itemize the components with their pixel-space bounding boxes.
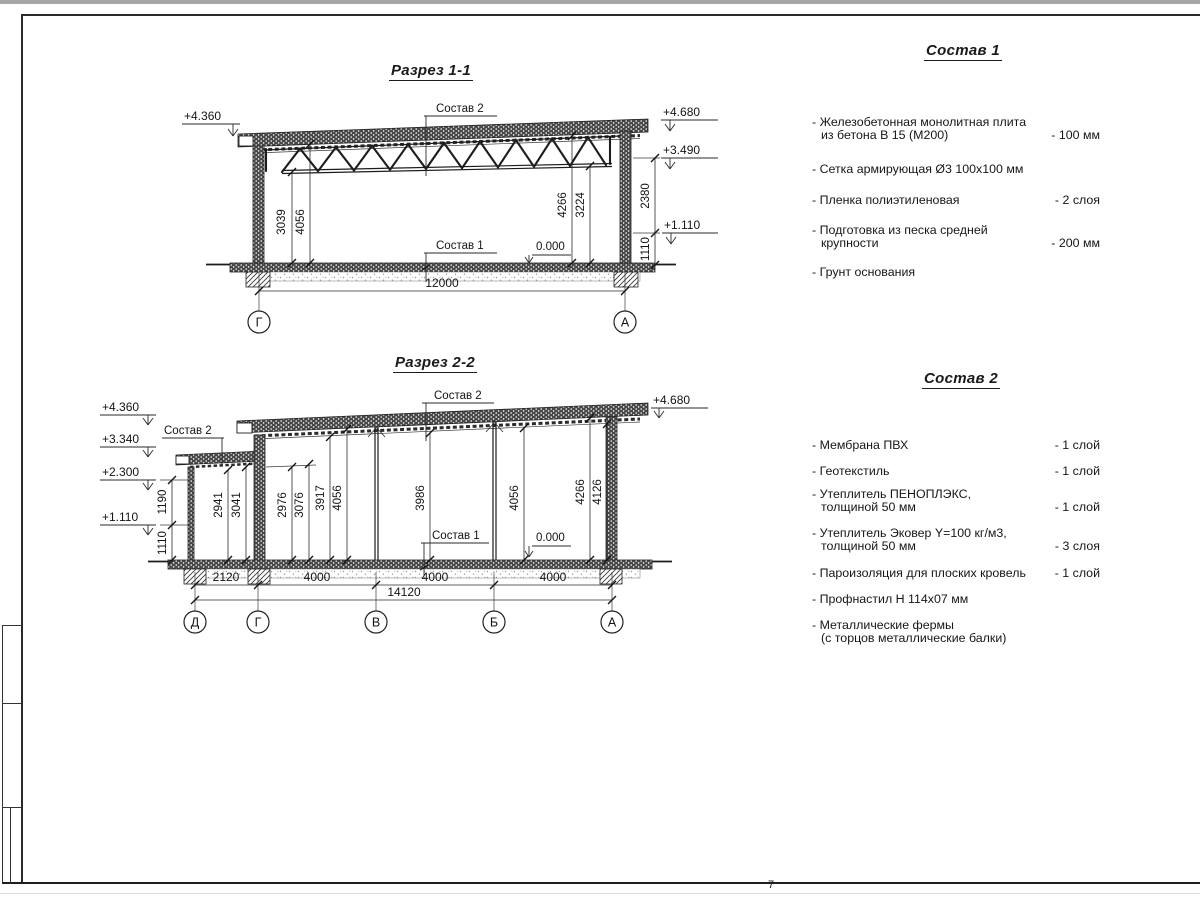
right-dimension-chain: [633, 154, 660, 269]
dim-label: 4126: [592, 479, 604, 505]
footing-right: [614, 272, 638, 287]
list-item: [812, 593, 1100, 606]
material-name: - Профнастил Н 114х07 мм: [812, 592, 969, 606]
material-name: - Подготовка из песка средней: [812, 223, 988, 237]
material-name-cont: (с торцов металлические балки): [821, 631, 1007, 646]
dim-label: 2120: [212, 570, 240, 584]
elevation-label: +1.110: [102, 510, 139, 524]
material-value: - 2 слоя: [1054, 193, 1100, 207]
material-name: - Железобетонная монолитная плита: [812, 115, 1027, 129]
dim-label: 3986: [415, 485, 427, 511]
material-value: - 200 мм: [1051, 236, 1100, 251]
material-value: - 1 слой: [1054, 566, 1100, 580]
wall-axis-g: [254, 435, 265, 562]
section1-title: Разрез 1-1: [391, 62, 472, 79]
wall-annex-left: [188, 467, 194, 562]
margin-box-line: [10, 807, 11, 883]
elevation-label: +3.340: [102, 432, 140, 446]
axis-markers: [184, 611, 623, 633]
list-item: [812, 439, 1100, 452]
material-value: - 100 мм: [1051, 128, 1100, 143]
material-value: - 1 слой: [1054, 438, 1100, 452]
footing-left: [246, 272, 270, 287]
dim-label: 4266: [557, 192, 569, 218]
material-value: - 3 слоя: [1054, 539, 1100, 554]
axis-letter: Б: [489, 615, 499, 630]
dim-label: 3224: [575, 192, 587, 218]
total-dim-label: 14120: [387, 585, 421, 599]
material-name-cont: толщиной 50 мм: [821, 539, 916, 554]
margin-box-divider: [2, 807, 22, 808]
dim-label: 2380: [640, 183, 652, 209]
dim-label: 2976: [277, 492, 289, 518]
frame-border-top: [21, 14, 1200, 16]
section-1-1-drawing: [80, 55, 730, 355]
section2-title: Разрез 2-2: [395, 354, 476, 371]
dim-label: 4000: [303, 570, 331, 584]
material-name: - Пленка полиэтиленовая: [812, 193, 960, 207]
list-item: [812, 266, 1100, 279]
sostav2-list: [812, 430, 1100, 660]
dim-label: 4266: [575, 479, 587, 505]
section-2-2-drawing: [80, 350, 740, 650]
elevation-label: +4.680: [663, 105, 701, 119]
material-name: - Утеплитель Эковер Y=100 кг/м3,: [812, 526, 1007, 540]
wall-axis-a: [606, 417, 617, 562]
axis-letter: А: [607, 615, 617, 630]
dim-label: 1110: [157, 531, 169, 555]
dim-label: 4000: [421, 570, 449, 584]
margin-box-divider: [2, 703, 22, 704]
dim-label: 3917: [315, 485, 327, 511]
material-name: - Геотекстиль: [812, 464, 890, 478]
material-name: - Грунт основания: [812, 265, 916, 279]
roof-edge-beam-annex: [176, 456, 189, 464]
axis-markers: [248, 311, 636, 333]
frame-border-bottom: [2, 882, 1200, 884]
left-dimension-chain: [157, 476, 190, 564]
footing-g: [248, 569, 270, 584]
roof-edge-beam: [237, 423, 252, 433]
sheet-number: 7: [768, 879, 775, 891]
dim-label: 4056: [509, 485, 521, 511]
elevation-label: +4.360: [184, 109, 222, 123]
dim-label: 4056: [295, 209, 307, 235]
material-name-cont: из бетона В 15 (М200): [821, 128, 949, 143]
sostav2-title: Состав 2: [924, 370, 998, 387]
scan-edge-bottom: [0, 893, 1200, 894]
sostav2-label-main: Состав 2: [434, 390, 482, 402]
dim-label: 3039: [276, 209, 288, 235]
floor-slab: [230, 263, 655, 272]
span-dim-label: 12000: [425, 276, 459, 290]
sostav2-label: Состав 2: [436, 103, 484, 115]
list-item: [812, 163, 1100, 176]
margin-box-line: [2, 625, 3, 883]
scan-edge-top: [0, 0, 1200, 4]
dim-label: 2941: [213, 492, 225, 518]
elevation-label: +3.490: [663, 143, 701, 157]
dim-label: 1110: [640, 237, 652, 261]
list-item: [812, 488, 1100, 515]
frame-border-left: [21, 14, 23, 883]
material-name: - Пароизоляция для плоских кровель: [812, 566, 1026, 580]
axis-letter: Д: [190, 615, 200, 630]
axis-letter: Г: [255, 315, 263, 330]
wall-right: [620, 131, 631, 265]
sostav1-list: [812, 105, 1100, 295]
floor-slab: [168, 560, 652, 569]
zero-level-label: 0.000: [536, 532, 565, 544]
footing-a: [600, 569, 622, 584]
material-name-cont: толщиной 50 мм: [821, 500, 916, 515]
material-name: - Металлические фермы: [812, 618, 954, 632]
wall-left: [253, 146, 264, 265]
material-value: - 1 слой: [1054, 500, 1100, 515]
axis-letter: Г: [254, 615, 262, 630]
elevation-label: +4.360: [102, 400, 140, 414]
column-axis-v: [368, 427, 385, 562]
material-name: - Мембрана ПВХ: [812, 438, 909, 452]
axis-letter: В: [371, 615, 381, 630]
list-item: [812, 465, 1100, 478]
building-structure: [206, 119, 676, 287]
sostav1-label: Состав 1: [432, 530, 480, 542]
column-axis-b: [486, 422, 503, 562]
material-name-cont: крупности: [821, 236, 879, 251]
sostav1-label: Состав 1: [436, 240, 484, 252]
dim-label: 3076: [294, 492, 306, 518]
material-name: - Утеплитель ПЕНОПЛЭКС,: [812, 487, 972, 501]
sostav2-label-annex: Состав 2: [164, 425, 212, 437]
zero-level-label: 0.000: [536, 241, 565, 253]
sostav1-title: Состав 1: [926, 42, 1000, 59]
list-item: [812, 116, 1100, 143]
elevation-label: +2.300: [102, 465, 140, 479]
margin-box-divider: [2, 625, 22, 626]
list-item: [812, 194, 1100, 207]
dim-label: 4000: [539, 570, 567, 584]
material-name: - Сетка армирующая Ø3 100х100 мм: [812, 162, 1024, 176]
axis-letter: А: [620, 315, 630, 330]
list-item: [812, 224, 1100, 251]
list-item: [812, 567, 1100, 580]
dim-label: 1190: [157, 489, 169, 515]
dim-label: 4056: [332, 485, 344, 511]
dim-label: 3041: [231, 492, 243, 518]
elevation-label: +4.680: [653, 393, 691, 407]
elevation-marks-left: [100, 400, 156, 535]
list-item: [812, 527, 1100, 554]
elevation-mark-right: [651, 393, 708, 418]
roof-edge-beam: [239, 136, 253, 146]
material-value: - 1 слой: [1054, 464, 1100, 478]
list-item: [812, 619, 1100, 646]
elevation-label: +1.110: [664, 218, 701, 232]
